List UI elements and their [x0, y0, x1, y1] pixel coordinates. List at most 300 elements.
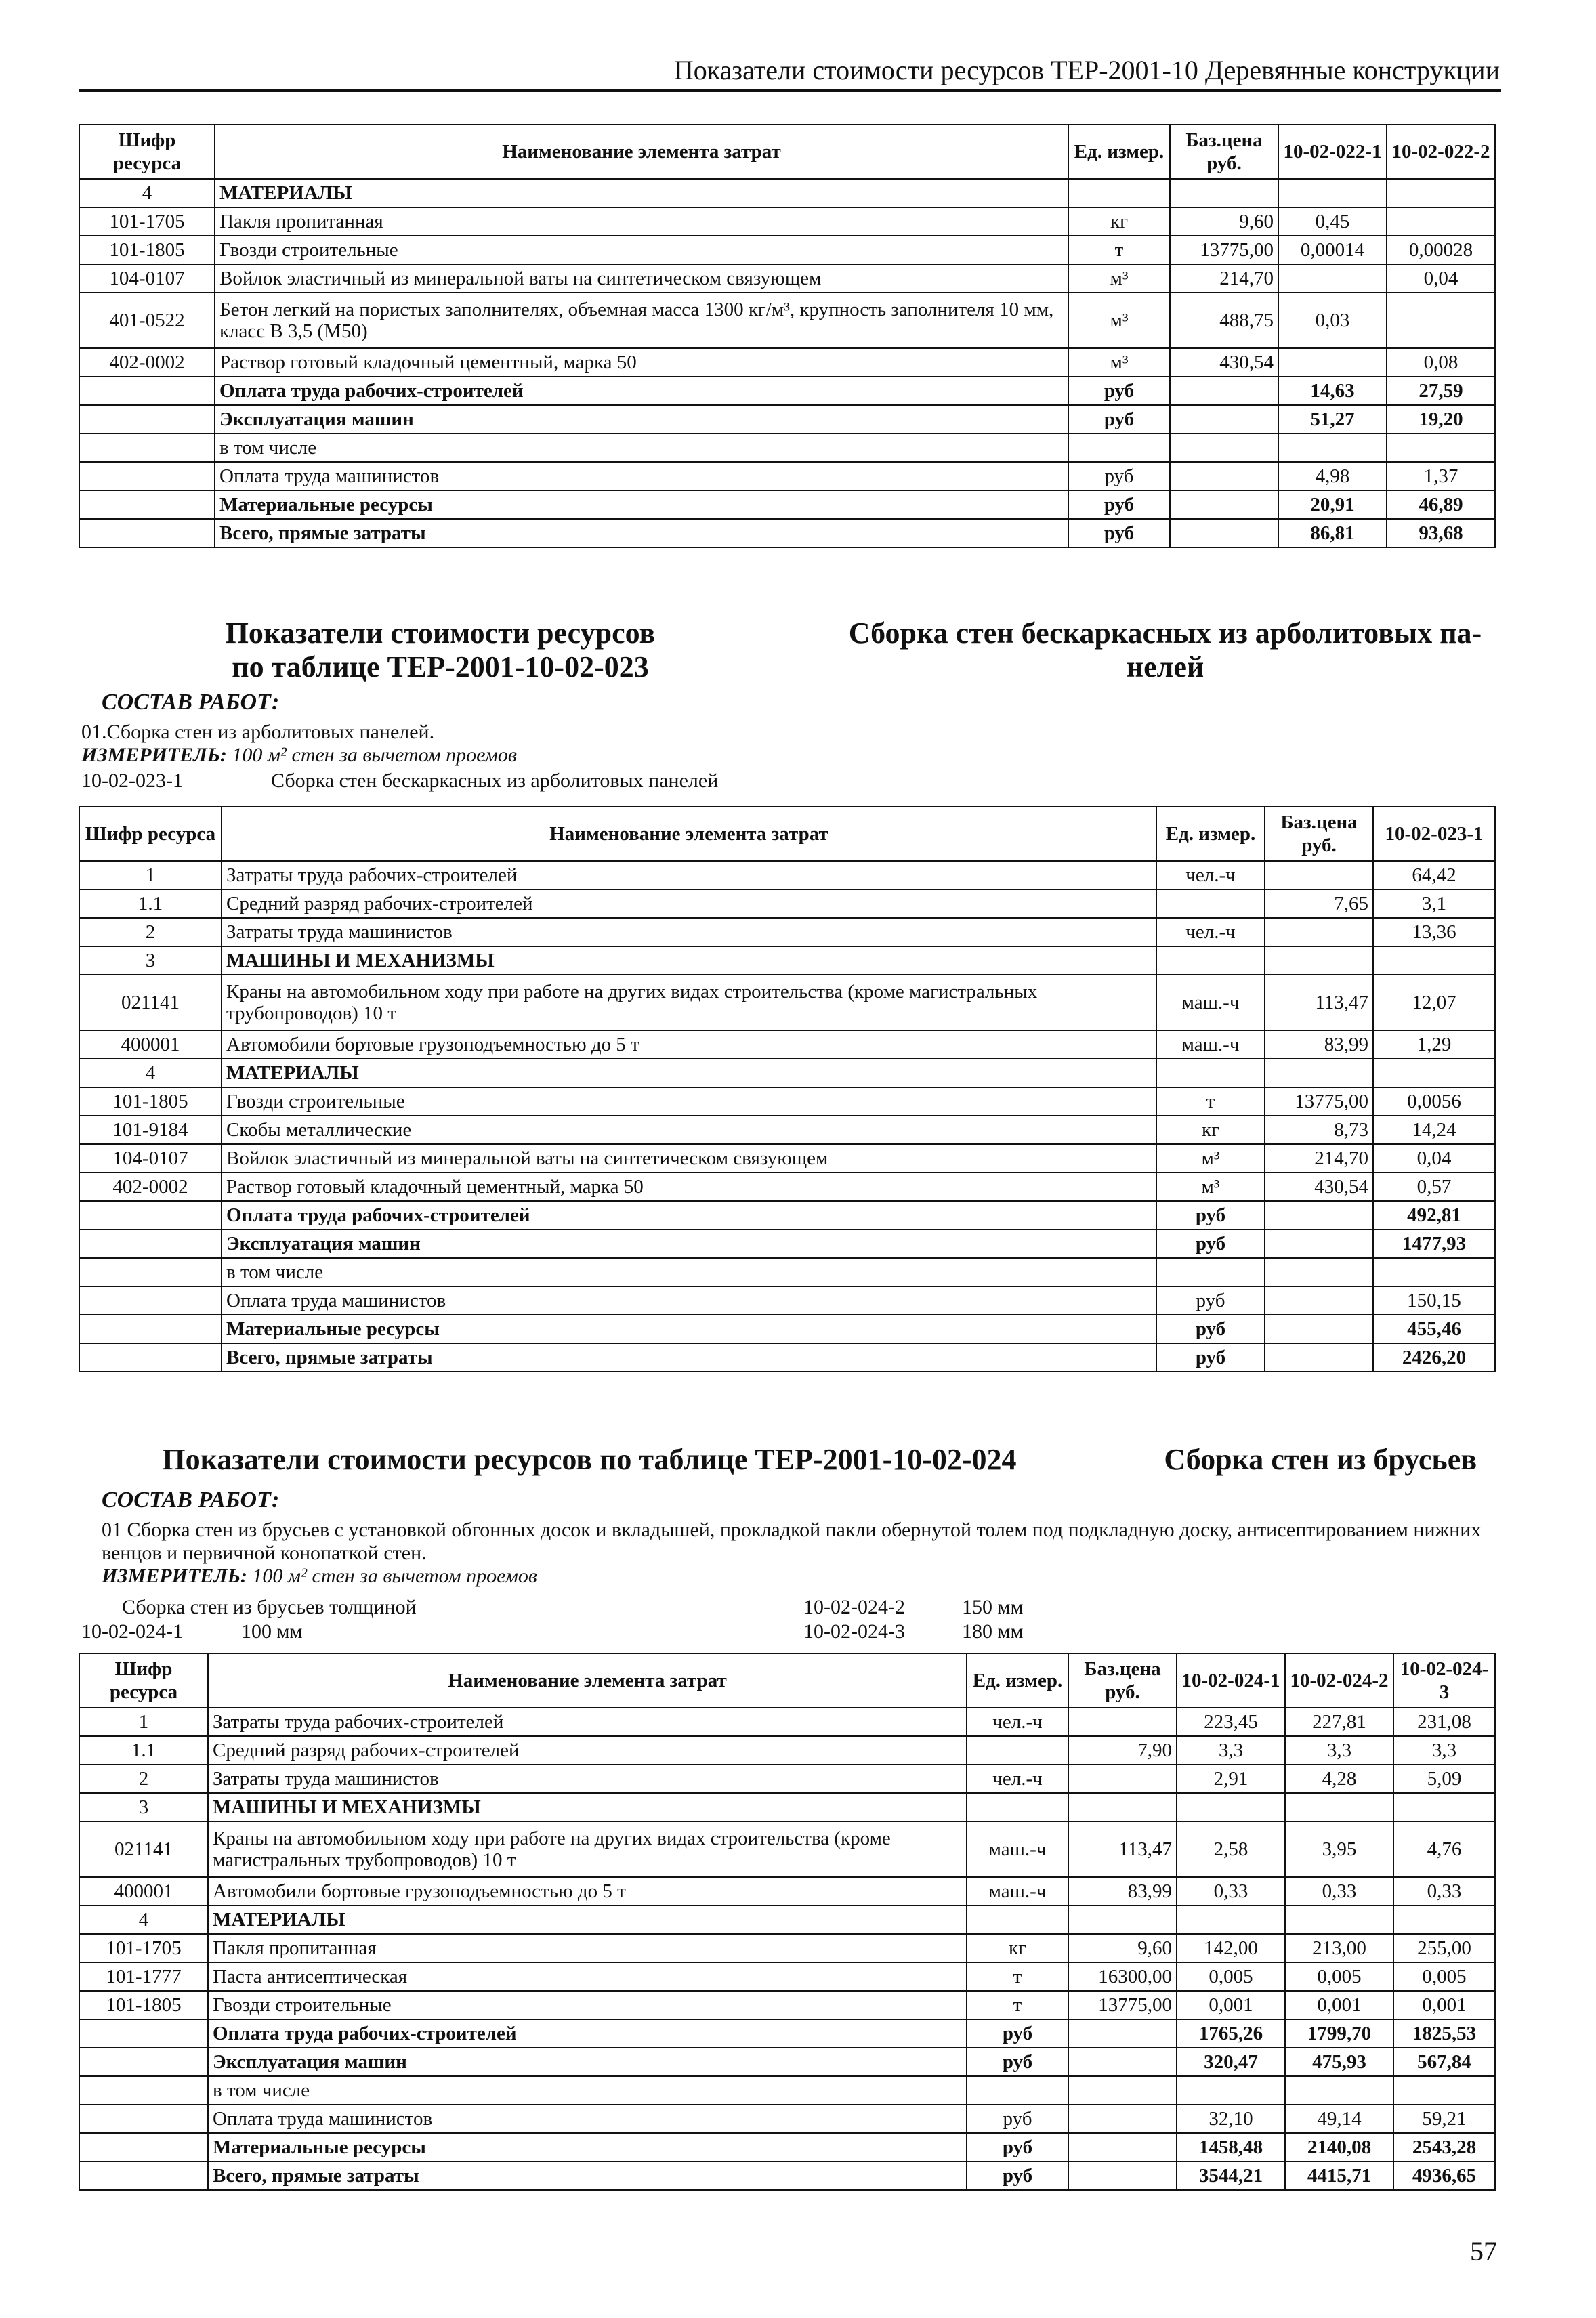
cell-name: Всего, прямые затраты	[208, 2162, 967, 2190]
cell-name: МАТЕРИАЛЫ	[208, 1905, 967, 1934]
cell-unit: руб	[1156, 1286, 1265, 1315]
section-024-variant-2-size: 150 мм	[962, 1596, 1024, 1618]
cell-unit: руб	[1156, 1343, 1265, 1372]
cell-price	[1170, 434, 1278, 462]
cell-name: МАТЕРИАЛЫ	[222, 1059, 1156, 1087]
cell-unit	[967, 1793, 1068, 1821]
cell-name: Раствор готовый кладочный цементный, марка 50	[215, 348, 1068, 377]
header-name: Наименование элемента затрат	[208, 1653, 967, 1708]
header-code: Шифр ресурса	[79, 807, 222, 861]
table-row	[79, 1315, 1495, 1343]
page-number: 57	[1470, 2236, 1497, 2267]
cell-unit: маш.-ч	[967, 1877, 1068, 1905]
cell-unit: руб	[967, 2162, 1068, 2190]
cell-price: 214,70	[1170, 264, 1278, 293]
cell-name: Паста антисептическая	[208, 1962, 967, 1991]
cell-price: 214,70	[1265, 1144, 1373, 1173]
table-row	[79, 2162, 1495, 2190]
header-code: Шифр ресурса	[79, 1653, 208, 1708]
cell-price: 83,99	[1265, 1030, 1373, 1059]
cell-name: МАШИНЫ И МЕХАНИЗМЫ	[208, 1793, 967, 1821]
cell-code	[79, 2048, 208, 2076]
cell-code: 101-1805	[79, 1087, 222, 1116]
cell-code	[79, 519, 215, 547]
table-row	[79, 1934, 1495, 1962]
cell-c1: 13,36	[1373, 918, 1495, 946]
section-023-work-line-1: Сборка стен бескаркасных из арболитовых па-	[848, 616, 1482, 650]
section-024-work-title: Сборка стен из брусьев	[1164, 1443, 1477, 1476]
cell-name: в том числе	[215, 434, 1068, 462]
cell-unit: т	[967, 1991, 1068, 2019]
cell-code: 2	[79, 1765, 208, 1793]
cell-c1: 14,63	[1278, 377, 1387, 405]
cell-price	[1068, 2019, 1177, 2048]
cell-name: Всего, прямые затраты	[222, 1343, 1156, 1372]
cell-code	[79, 2133, 208, 2162]
cell-price: 7,65	[1265, 889, 1373, 918]
cell-code: 101-1705	[79, 207, 215, 236]
cell-code: 104-0107	[79, 264, 215, 293]
cell-price: 488,75	[1170, 293, 1278, 348]
cell-unit: м³	[1068, 293, 1170, 348]
cell-unit: чел.-ч	[1156, 861, 1265, 889]
header-price: Баз.цена руб.	[1265, 807, 1373, 861]
cell-unit: руб	[967, 2048, 1068, 2076]
cell-c1: 455,46	[1373, 1315, 1495, 1343]
cell-c1: 0,45	[1278, 207, 1387, 236]
cell-price: 83,99	[1068, 1877, 1177, 1905]
table-row	[79, 2019, 1495, 2048]
cell-name: Бетон легкий на пористых заполнителях, объемная масса 1300 кг/м³, крупность заполнителя 10 мм, класс В 3,5 (М50)	[215, 293, 1068, 348]
table-row	[79, 2048, 1495, 2076]
cell-unit: т	[1156, 1087, 1265, 1116]
table-row	[79, 1173, 1495, 1201]
cell-price	[1170, 462, 1278, 490]
section-024-variant-3-code: 10-02-024-3	[803, 1620, 905, 1643]
cell-c1: 223,45	[1177, 1708, 1285, 1736]
cell-c1: 20,91	[1278, 490, 1387, 519]
cell-code	[79, 1315, 222, 1343]
cell-c3: 2543,28	[1393, 2133, 1495, 2162]
cell-price	[1170, 405, 1278, 434]
table-row	[79, 490, 1495, 519]
header-code: Шифр ресурса	[79, 125, 215, 179]
cell-code: 1.1	[79, 1736, 208, 1765]
cell-c1	[1177, 2076, 1285, 2105]
cell-price	[1265, 1059, 1373, 1087]
cell-unit	[1156, 1059, 1265, 1087]
cell-c3	[1393, 2076, 1495, 2105]
cell-c2	[1285, 1905, 1393, 1934]
cell-unit	[1156, 889, 1265, 918]
table-row	[79, 462, 1495, 490]
cell-unit: руб	[1068, 490, 1170, 519]
cell-code: 1	[79, 861, 222, 889]
section-023-variant-name: Сборка стен бескаркасных из арболитовых панелей	[271, 770, 719, 792]
cell-name: Эксплуатация машин	[215, 405, 1068, 434]
table-row	[79, 1059, 1495, 1087]
cell-code: 101-1805	[79, 236, 215, 264]
table-row	[79, 236, 1495, 264]
cell-c1: 0,00014	[1278, 236, 1387, 264]
cell-unit: руб	[1068, 377, 1170, 405]
cell-code: 401-0522	[79, 293, 215, 348]
section-024-meter-value: 100 м² стен за вычетом проемов	[252, 1565, 537, 1587]
cell-price	[1265, 1286, 1373, 1315]
cell-price: 113,47	[1265, 975, 1373, 1030]
cell-name: Краны на автомобильном ходу при работе на других видах строительства (кроме магистральных трубопроводов) 10 т	[208, 1821, 967, 1877]
cell-c2: 0,33	[1285, 1877, 1393, 1905]
cell-price: 16300,00	[1068, 1962, 1177, 1991]
cell-name: Материальные ресурсы	[215, 490, 1068, 519]
cell-price	[1265, 1315, 1373, 1343]
cell-name: Гвозди строительные	[215, 236, 1068, 264]
cell-code: 400001	[79, 1877, 208, 1905]
cell-c1: 2,58	[1177, 1821, 1285, 1877]
cell-c1: 2,91	[1177, 1765, 1285, 1793]
cell-unit: м³	[1156, 1144, 1265, 1173]
cell-code	[79, 2105, 208, 2133]
cell-price	[1265, 1201, 1373, 1229]
cell-unit: м³	[1068, 264, 1170, 293]
cell-name: Затраты труда рабочих-строителей	[222, 861, 1156, 889]
cell-c1: 32,10	[1177, 2105, 1285, 2133]
cell-price	[1170, 519, 1278, 547]
cell-c3: 255,00	[1393, 1934, 1495, 1962]
cell-c3: 0,001	[1393, 1991, 1495, 2019]
cell-c1: 64,42	[1373, 861, 1495, 889]
section-024-variant-2-code: 10-02-024-2	[803, 1596, 905, 1618]
cell-unit: т	[1068, 236, 1170, 264]
section-023-variant-code: 10-02-023-1	[81, 770, 183, 792]
section-023-work-line-2: нелей	[1126, 650, 1204, 683]
cell-name: Затраты труда рабочих-строителей	[208, 1708, 967, 1736]
cell-unit	[1156, 1258, 1265, 1286]
table-row	[79, 946, 1495, 975]
cell-unit	[1156, 946, 1265, 975]
cell-c3: 59,21	[1393, 2105, 1495, 2133]
cell-name: Затраты труда машинистов	[208, 1765, 967, 1793]
cell-unit: м³	[1068, 348, 1170, 377]
cell-price	[1265, 1258, 1373, 1286]
cell-c1: 4,98	[1278, 462, 1387, 490]
cell-unit: руб	[967, 2133, 1068, 2162]
cell-unit: руб	[1068, 519, 1170, 547]
table-row	[79, 1201, 1495, 1229]
cell-name: Скобы металлические	[222, 1116, 1156, 1144]
table-row	[79, 1343, 1495, 1372]
cell-name: в том числе	[222, 1258, 1156, 1286]
cell-c1: 1,29	[1373, 1030, 1495, 1059]
cell-name: Войлок эластичный из минеральной ваты на синтетическом связующем	[215, 264, 1068, 293]
cell-name: Гвозди строительные	[222, 1087, 1156, 1116]
running-head: Показатели стоимости ресурсов ТЕР-2001-10 Деревянные конструкции	[673, 55, 1500, 85]
table-row	[79, 1736, 1495, 1765]
cell-c2: 3,3	[1285, 1736, 1393, 1765]
cell-code: 3	[79, 1793, 208, 1821]
table-row	[79, 2076, 1495, 2105]
cell-c2: 19,20	[1387, 405, 1495, 434]
cell-c1: 320,47	[1177, 2048, 1285, 2076]
cell-c2: 475,93	[1285, 2048, 1393, 2076]
cell-unit: руб	[1068, 405, 1170, 434]
cell-code: 4	[79, 179, 215, 207]
section-023-meter	[81, 744, 517, 767]
cell-c1	[1373, 1059, 1495, 1087]
section-023-composition-text: 01.Сборка стен из арболитовых панелей.	[81, 721, 435, 743]
resource-table-023	[79, 806, 1496, 1372]
table-row	[79, 2105, 1495, 2133]
cell-price	[1170, 377, 1278, 405]
cell-code: 101-1705	[79, 1934, 208, 1962]
table-row	[79, 975, 1495, 1030]
cell-name: МАШИНЫ И МЕХАНИЗМЫ	[222, 946, 1156, 975]
cell-c2	[1387, 434, 1495, 462]
cell-code	[79, 1286, 222, 1315]
cell-name: Затраты труда машинистов	[222, 918, 1156, 946]
cell-c2	[1387, 293, 1495, 348]
cell-c1: 51,27	[1278, 405, 1387, 434]
cell-c3: 1825,53	[1393, 2019, 1495, 2048]
cell-c1: 150,15	[1373, 1286, 1495, 1315]
table-row	[79, 861, 1495, 889]
cell-price	[1170, 179, 1278, 207]
cell-unit: руб	[1156, 1229, 1265, 1258]
table-row	[79, 1229, 1495, 1258]
cell-code: 1.1	[79, 889, 222, 918]
cell-c2: 3,95	[1285, 1821, 1393, 1877]
cell-price	[1265, 918, 1373, 946]
cell-c1: 0,005	[1177, 1962, 1285, 1991]
cell-price	[1068, 1793, 1177, 1821]
section-023-title-line-2: по таблице ТЕР-2001-10-02-023	[232, 650, 649, 683]
table-row	[79, 519, 1495, 547]
cell-name: Оплата труда рабочих-строителей	[222, 1201, 1156, 1229]
cell-c1	[1278, 434, 1387, 462]
cell-c1	[1278, 264, 1387, 293]
table-row	[79, 434, 1495, 462]
cell-c3: 0,005	[1393, 1962, 1495, 1991]
cell-unit	[967, 2076, 1068, 2105]
cell-code	[79, 1343, 222, 1372]
cell-c1	[1177, 1793, 1285, 1821]
table-row	[79, 377, 1495, 405]
table-row	[79, 1116, 1495, 1144]
header-col-1: 10-02-022-1	[1278, 125, 1387, 179]
cell-c2: 4415,71	[1285, 2162, 1393, 2190]
table-row	[79, 1030, 1495, 1059]
cell-unit: чел.-ч	[967, 1765, 1068, 1793]
cell-name: Эксплуатация машин	[208, 2048, 967, 2076]
header-name: Наименование элемента затрат	[215, 125, 1068, 179]
cell-unit: руб	[1156, 1201, 1265, 1229]
cell-c2: 0,00028	[1387, 236, 1495, 264]
cell-code: 104-0107	[79, 1144, 222, 1173]
cell-unit: руб	[967, 2019, 1068, 2048]
cell-price	[1068, 1708, 1177, 1736]
cell-c1: 3,1	[1373, 889, 1495, 918]
cell-code	[79, 2019, 208, 2048]
table-row	[79, 348, 1495, 377]
header-col-1: 10-02-023-1	[1373, 807, 1495, 861]
cell-c1: 0,03	[1278, 293, 1387, 348]
header-col-1: 10-02-024-1	[1177, 1653, 1285, 1708]
cell-code	[79, 490, 215, 519]
cell-name: Автомобили бортовые грузоподъемностью до 5 т	[222, 1030, 1156, 1059]
cell-c1: 0,33	[1177, 1877, 1285, 1905]
cell-name: Войлок эластичный из минеральной ваты на синтетическом связующем	[222, 1144, 1156, 1173]
table-row	[79, 1905, 1495, 1934]
cell-code	[79, 377, 215, 405]
cell-code: 400001	[79, 1030, 222, 1059]
table-row	[79, 405, 1495, 434]
cell-c1	[1373, 1258, 1495, 1286]
cell-code: 021141	[79, 1821, 208, 1877]
cell-c3: 4936,65	[1393, 2162, 1495, 2190]
header-col-3: 10-02-024-3	[1393, 1653, 1495, 1708]
cell-c3: 4,76	[1393, 1821, 1495, 1877]
cell-c1: 1458,48	[1177, 2133, 1285, 2162]
section-024-variant-3-size: 180 мм	[962, 1620, 1024, 1643]
table-row	[79, 918, 1495, 946]
cell-c2	[1387, 207, 1495, 236]
cell-name: Оплата труда рабочих-строителей	[215, 377, 1068, 405]
section-024-meter-label: ИЗМЕРИТЕЛЬ:	[102, 1565, 247, 1587]
header-price: Баз.цена руб.	[1170, 125, 1278, 179]
cell-unit: кг	[967, 1934, 1068, 1962]
cell-c3: 5,09	[1393, 1765, 1495, 1793]
cell-name: МАТЕРИАЛЫ	[215, 179, 1068, 207]
cell-c2: 213,00	[1285, 1934, 1393, 1962]
cell-price	[1068, 2133, 1177, 2162]
cell-code: 021141	[79, 975, 222, 1030]
cell-unit	[1068, 434, 1170, 462]
section-024-title: Показатели стоимости ресурсов по таблице ТЕР-2001-10-02-024	[162, 1443, 1017, 1476]
header-unit: Ед. измер.	[967, 1653, 1068, 1708]
cell-c2: 46,89	[1387, 490, 1495, 519]
cell-c2: 1,37	[1387, 462, 1495, 490]
cell-code	[79, 434, 215, 462]
cell-code	[79, 1258, 222, 1286]
cell-name: Оплата труда машинистов	[222, 1286, 1156, 1315]
cell-c1: 142,00	[1177, 1934, 1285, 1962]
cell-name: Автомобили бортовые грузоподъемностью до 5 т	[208, 1877, 967, 1905]
table-row	[79, 207, 1495, 236]
cell-unit: руб	[1068, 462, 1170, 490]
table-row	[79, 1286, 1495, 1315]
cell-name: Материальные ресурсы	[208, 2133, 967, 2162]
cell-price	[1265, 1229, 1373, 1258]
cell-code	[79, 405, 215, 434]
cell-code: 1	[79, 1708, 208, 1736]
table-row	[79, 1793, 1495, 1821]
cell-price	[1068, 2105, 1177, 2133]
cell-c1: 0,001	[1177, 1991, 1285, 2019]
cell-unit: руб	[1156, 1315, 1265, 1343]
cell-c1: 14,24	[1373, 1116, 1495, 1144]
header-name: Наименование элемента затрат	[222, 807, 1156, 861]
cell-name: Краны на автомобильном ходу при работе на других видах строительства (кроме магистральных трубопроводов) 10 т	[222, 975, 1156, 1030]
cell-code: 4	[79, 1905, 208, 1934]
cell-c2: 2140,08	[1285, 2133, 1393, 2162]
table-row	[79, 1962, 1495, 1991]
cell-price	[1265, 1343, 1373, 1372]
cell-c3: 0,33	[1393, 1877, 1495, 1905]
cell-code: 101-9184	[79, 1116, 222, 1144]
section-024-composition-label: СОСТАВ РАБОТ:	[102, 1488, 280, 1513]
cell-c1	[1278, 179, 1387, 207]
table-row	[79, 1821, 1495, 1877]
cell-price: 9,60	[1068, 1934, 1177, 1962]
cell-unit: т	[967, 1962, 1068, 1991]
cell-c1	[1177, 1905, 1285, 1934]
cell-c1: 3544,21	[1177, 2162, 1285, 2190]
cell-name: Пакля пропитанная	[215, 207, 1068, 236]
cell-price: 8,73	[1265, 1116, 1373, 1144]
cell-unit: кг	[1156, 1116, 1265, 1144]
section-024-meter	[102, 1565, 537, 1588]
cell-name: Всего, прямые затраты	[215, 519, 1068, 547]
cell-code	[79, 1229, 222, 1258]
cell-c1: 12,07	[1373, 975, 1495, 1030]
cell-c2: 0,005	[1285, 1962, 1393, 1991]
cell-c2: 0,04	[1387, 264, 1495, 293]
cell-c2: 0,001	[1285, 1991, 1393, 2019]
table-row	[79, 1258, 1495, 1286]
cell-c3: 3,3	[1393, 1736, 1495, 1765]
cell-unit	[967, 1736, 1068, 1765]
cell-c2	[1387, 179, 1495, 207]
cell-price: 7,90	[1068, 1736, 1177, 1765]
cell-price	[1068, 2076, 1177, 2105]
cell-c1: 3,3	[1177, 1736, 1285, 1765]
section-024-composition-text: 01 Сборка стен из брусьев с установкой обгонных досок и вкладышей, прокладкой пакли обернутой толем под подкладную доску, антисептированием нижних венцов и первичной конопаткой стен.	[102, 1519, 1482, 1564]
section-023-title	[190, 616, 691, 684]
cell-price: 430,54	[1170, 348, 1278, 377]
cell-price	[1265, 861, 1373, 889]
header-unit: Ед. измер.	[1156, 807, 1265, 861]
table-row	[79, 1877, 1495, 1905]
cell-unit: маш.-ч	[1156, 975, 1265, 1030]
cell-code	[79, 2162, 208, 2190]
cell-c1	[1373, 946, 1495, 975]
cell-code: 402-0002	[79, 1173, 222, 1201]
cell-name: Материальные ресурсы	[222, 1315, 1156, 1343]
cell-name: Средний разряд рабочих-строителей	[208, 1736, 967, 1765]
cell-c1: 0,04	[1373, 1144, 1495, 1173]
cell-price: 430,54	[1265, 1173, 1373, 1201]
cell-c2: 1799,70	[1285, 2019, 1393, 2048]
table-row	[79, 1765, 1495, 1793]
cell-code: 2	[79, 918, 222, 946]
cell-unit: кг	[1068, 207, 1170, 236]
cell-c2: 227,81	[1285, 1708, 1393, 1736]
header-rule	[79, 89, 1501, 92]
cell-c1: 0,0056	[1373, 1087, 1495, 1116]
cell-price: 13775,00	[1068, 1991, 1177, 2019]
cell-price	[1170, 490, 1278, 519]
cell-code: 402-0002	[79, 348, 215, 377]
cell-c2: 4,28	[1285, 1765, 1393, 1793]
table-row	[79, 889, 1495, 918]
cell-unit	[1068, 179, 1170, 207]
section-024-variant-1-code: 10-02-024-1	[81, 1620, 183, 1643]
cell-unit: маш.-ч	[967, 1821, 1068, 1877]
cell-unit: чел.-ч	[967, 1708, 1068, 1736]
cell-c1	[1278, 348, 1387, 377]
header-col-2: 10-02-022-2	[1387, 125, 1495, 179]
table-row	[79, 264, 1495, 293]
